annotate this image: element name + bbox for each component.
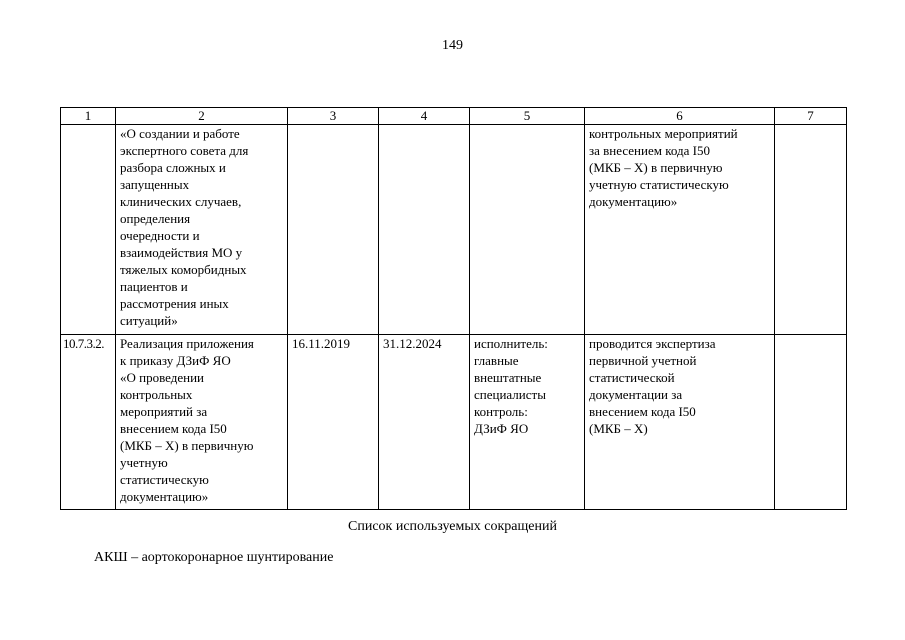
column-header-1: 1 [61, 108, 116, 125]
cell-line: ДЗиФ ЯО [474, 421, 529, 436]
row1-activity-cell [116, 125, 288, 335]
row2-start-date-cell: 16.11.2019 [288, 335, 379, 510]
row2-end-date-cell: 31.12.2024 [379, 335, 470, 510]
cell-line: взаимодействия МО у [120, 245, 243, 260]
cell-line: проводится экспертиза [589, 336, 716, 351]
abbreviations-caption: Список используемых сокращений [348, 519, 557, 534]
abbreviation-item: АКШ – аортокоронарное шунтирование [94, 550, 334, 565]
cell-line: к приказу ДЗиФ ЯО [120, 353, 231, 368]
row1-end-date-cell [379, 125, 470, 335]
cell-line: пациентов и [120, 279, 188, 294]
row2-note-cell [775, 335, 847, 510]
cell-line: определения [120, 211, 191, 226]
cell-line: мероприятий за [120, 404, 208, 419]
activities-table [60, 107, 847, 510]
table-header-row [61, 108, 847, 125]
row1-result-cell [585, 125, 775, 335]
row1-note-cell [775, 125, 847, 335]
cell-line: за внесением кода I50 [589, 143, 710, 158]
cell-line: статистической [589, 370, 675, 385]
cell-line: «О проведении [120, 370, 205, 385]
cell-line: контрольных [120, 387, 193, 402]
row1-number-cell [61, 125, 116, 335]
row2-number-cell: 10.7.3.2. [61, 335, 116, 510]
cell-line: статистическую [120, 472, 209, 487]
cell-line: тяжелых коморбидных [120, 262, 247, 277]
cell-line: внештатные [474, 370, 542, 385]
cell-line: документацию» [120, 489, 209, 504]
row1-start-date-cell [288, 125, 379, 335]
cell-line: учетную статистическую [589, 177, 729, 192]
page-number: 149 [442, 38, 463, 53]
row2-result-cell [585, 335, 775, 510]
cell-line: контрольных мероприятий [589, 126, 738, 141]
cell-line: рассмотрения иных [120, 296, 229, 311]
cell-line: главные [474, 353, 519, 368]
column-header-5: 5 [470, 108, 585, 125]
row2-responsible-cell [470, 335, 585, 510]
cell-line: первичной учетной [589, 353, 697, 368]
row1-responsible-cell [470, 125, 585, 335]
column-header-3: 3 [288, 108, 379, 125]
cell-line: экспертного совета для [120, 143, 249, 158]
cell-line: очередности и [120, 228, 200, 243]
column-header-2: 2 [116, 108, 288, 125]
cell-line: ситуаций» [120, 313, 178, 328]
cell-line: (МКБ – Х) в первичную [589, 160, 723, 175]
cell-line: учетную [120, 455, 168, 470]
cell-line: клинических случаев, [120, 194, 242, 209]
cell-line: документации за [589, 387, 683, 402]
cell-line: (МКБ – Х) в первичную [120, 438, 254, 453]
column-header-4: 4 [379, 108, 470, 125]
cell-line: Реализация приложения [120, 336, 254, 351]
table-row [61, 125, 847, 335]
cell-line: внесением кода I50 [589, 404, 696, 419]
cell-line: документацию» [589, 194, 678, 209]
cell-line: «О создании и работе [120, 126, 240, 141]
cell-line: внесением кода I50 [120, 421, 227, 436]
column-header-6: 6 [585, 108, 775, 125]
cell-line: (МКБ – Х) [589, 421, 648, 436]
cell-line: разбора сложных и [120, 160, 226, 175]
cell-line: специалисты [474, 387, 546, 402]
cell-line: запущенных [120, 177, 190, 192]
column-header-7: 7 [775, 108, 847, 125]
cell-line: контроль: [474, 404, 528, 419]
table-row [61, 335, 847, 510]
row2-activity-cell [116, 335, 288, 510]
cell-line: исполнитель: [474, 336, 548, 351]
